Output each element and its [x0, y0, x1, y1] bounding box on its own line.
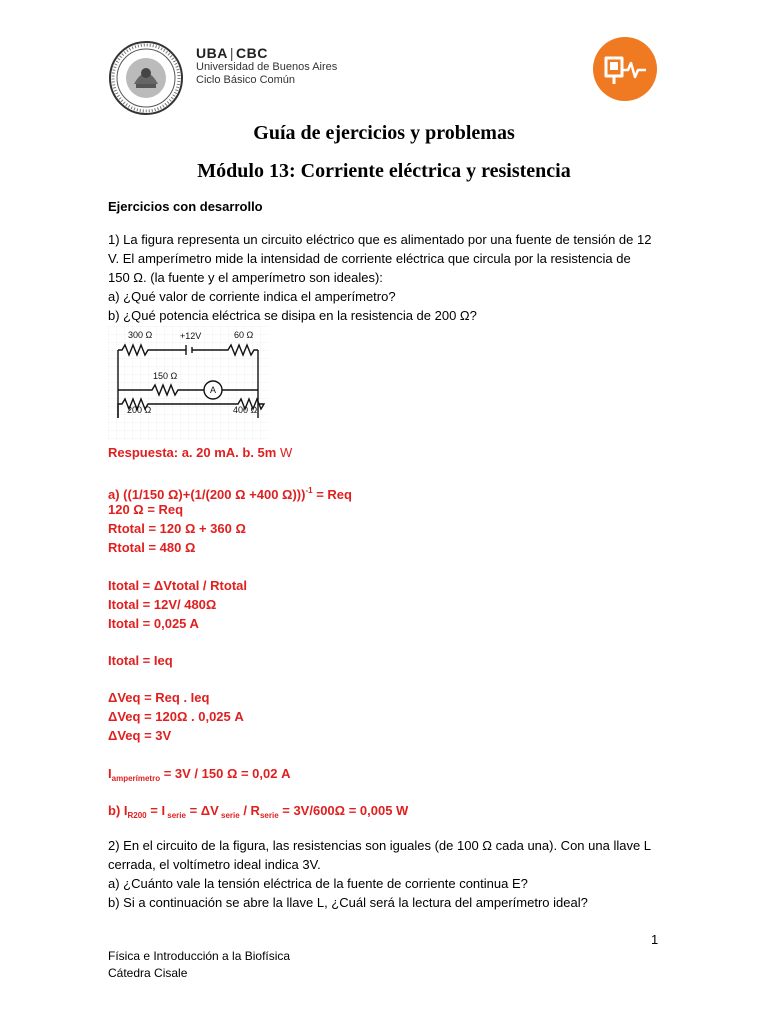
problem-1-question-b: b) ¿Qué potencia eléctrica se disipa en la resistencia de 200 Ω? — [108, 308, 477, 323]
answer-bold: Respuesta: a. 20 mA. b. 5m — [108, 445, 277, 460]
solution-line: Itotal = ΔVtotal / Rtotal — [108, 578, 247, 593]
problem-2 — [108, 836, 668, 912]
footer — [108, 948, 290, 982]
resistor-200-label: 200 Ω — [127, 405, 152, 415]
solution-line: Rtotal = 480 Ω — [108, 540, 196, 555]
answer-unit: W — [276, 445, 293, 460]
resistor-150-label: 150 Ω — [153, 371, 178, 381]
biophysics-badge-icon — [592, 36, 658, 102]
institution-sub2: Ciclo Básico Común — [196, 74, 296, 86]
resistor-60-label: 60 Ω — [234, 330, 254, 340]
superscript: -1 — [305, 486, 313, 495]
institution-sub1: Universidad de Buenos Aires — [196, 61, 338, 73]
institution-wordmark: UBA | CBC Universidad de Buenos Aires Ciclo Básico Común — [196, 45, 338, 86]
solution-line: Itotal = 0,025 A — [108, 616, 199, 631]
problem-2-line: 2) En el circuito de la figura, las resistencias son iguales (de 100 Ω cada una). Con una llave L — [108, 838, 652, 853]
problem-1-line: V. El amperímetro mide la intensidad de corriente eléctrica que circula por la resistencia de — [108, 251, 631, 266]
resistor-400-label: 400 Ω — [233, 405, 258, 415]
solution-line: ΔVeq = 3V — [108, 728, 172, 743]
problem-2-question-b: b) Si a continuación se abre la llave L, ¿Cuál será la lectura del amperímetro ideal? — [108, 895, 588, 910]
page-subtitle: Módulo 13: Corriente eléctrica y resistencia — [197, 160, 571, 182]
university-seal-logo — [108, 40, 184, 116]
section-heading: Ejercicios con desarrollo — [108, 199, 263, 214]
ammeter-label: A — [210, 385, 217, 395]
solution-line: ΔVeq = 120Ω . 0,025 A — [108, 709, 244, 724]
solution-line: 120 Ω = Req — [108, 502, 184, 517]
page-title: Guía de ejercicios y problemas — [253, 122, 515, 144]
problem-1-line: 150 Ω. (la fuente y el amperímetro son ideales): — [108, 270, 383, 285]
solution-b-line: b) $I_{R200} = I$ $_{serie}$ = ΔV $_{serie} / R_{serie} = 3V/600\Omega = 0,005$ W — [108, 803, 409, 820]
page-number: 1 — [651, 932, 659, 947]
problem-1-line: 1) La figura representa un circuito eléctrico que es alimentado por una fuente de tensión de 12 — [108, 232, 652, 247]
source-label: +12V — [180, 331, 202, 341]
subscript: amperímetro — [111, 774, 161, 783]
institution-main: UBA — [196, 45, 228, 61]
institution-second: CBC — [235, 45, 268, 61]
solution-line: Itotal = 12V/ 480Ω — [108, 597, 217, 612]
footer-chair: Cátedra Cisale — [108, 966, 188, 980]
solution-line: Itotal = Ieq — [108, 653, 173, 668]
solution-text: = Req — [312, 487, 352, 502]
problem-1 — [108, 230, 668, 325]
solution-line: Rtotal = 120 Ω + 360 Ω — [108, 521, 246, 536]
circuit-diagram — [108, 326, 268, 440]
resistor-300-label: 300 Ω — [128, 330, 153, 340]
problem-2-line: cerrada, el voltímetro ideal indica 3V. — [108, 857, 321, 872]
ammeter-reading-line: $I_{amperímetro} = 3V / 150$ Ω = 0,02 A — [108, 766, 291, 783]
problem-1-question-a: a) ¿Qué valor de corriente indica el amperímetro? — [108, 289, 396, 304]
solution-text: a) ((1/150 Ω)+(1/(200 Ω +400 Ω))) — [108, 487, 306, 502]
footer-course: Física e Introducción a la Biofísica — [108, 949, 291, 963]
solution-line: ΔVeq = Req . Ieq — [108, 690, 210, 705]
problem-2-question-a: a) ¿Cuánto vale la tensión eléctrica de la fuente de corriente continua E? — [108, 876, 528, 891]
answer-line — [108, 443, 292, 462]
